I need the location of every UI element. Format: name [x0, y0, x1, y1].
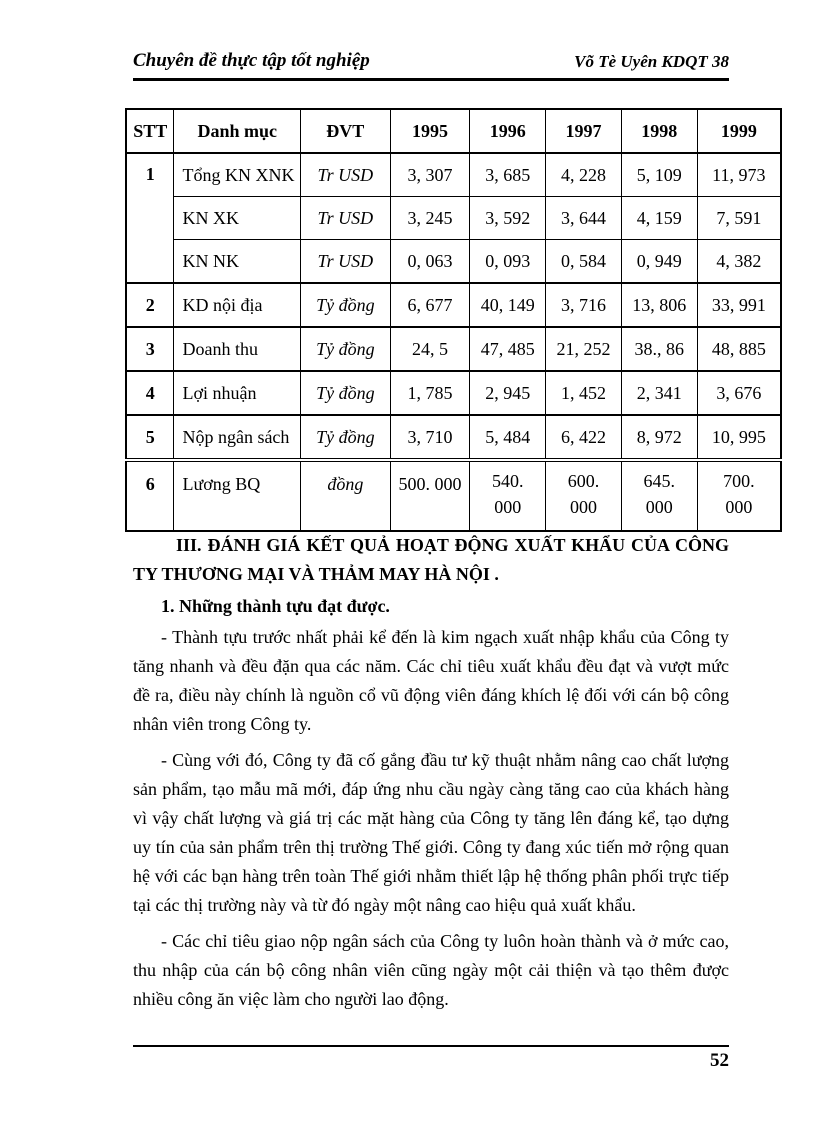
row-name: KN XK [174, 197, 301, 240]
footer-rule [133, 1045, 729, 1047]
row-name: Doanh thu [174, 327, 301, 371]
row-unit: Tr USD [300, 240, 390, 284]
table-row [126, 327, 781, 371]
table-cell: 700. 000 [697, 460, 781, 531]
table-cell: 6, 422 [546, 415, 622, 460]
row-name: Lợi nhuận [174, 371, 301, 415]
table-cell: 8, 972 [621, 415, 697, 460]
table-row [126, 153, 781, 197]
table-cell: 5, 484 [470, 415, 546, 460]
table-cell: 600. 000 [546, 460, 622, 531]
table-cell: 3, 716 [546, 283, 622, 327]
data-table [125, 108, 782, 532]
row-unit: Tr USD [300, 153, 390, 197]
table-cell: 10, 995 [697, 415, 781, 460]
row-unit: đồng [300, 460, 390, 531]
row-name: KD nội địa [174, 283, 301, 327]
column-header: ĐVT [300, 109, 390, 153]
table-cell: 0, 063 [390, 240, 470, 284]
table-cell: 33, 991 [697, 283, 781, 327]
row-unit: Tỷ đồng [300, 415, 390, 460]
table-cell: 21, 252 [546, 327, 622, 371]
paragraph: - Thành tựu trước nhất phải kể đến là kim ngạch xuất nhập khẩu của Công ty tăng nhanh và đều đặn qua các năm. Các chỉ tiêu xuất khẩu đều đạt và vượt mức đề ra, điều này chính là nguồn cổ vũ động viên đáng khích lệ đối với cán bộ công nhân viên trong Công ty. [133, 627, 729, 734]
row-stt: 4 [126, 371, 174, 415]
page-header [133, 50, 729, 80]
table-cell: 4, 228 [546, 153, 622, 197]
column-header: 1997 [546, 109, 622, 153]
row-unit: Tỷ đồng [300, 283, 390, 327]
table-cell: 645. 000 [621, 460, 697, 531]
table-cell: 4, 382 [697, 240, 781, 284]
table-row [126, 283, 781, 327]
row-name: Tổng KN XNK [174, 153, 301, 197]
header-author: Võ Tè Uyên KDQT 38 [574, 52, 729, 71]
table-cell: 3, 592 [470, 197, 546, 240]
table-cell: 1, 785 [390, 371, 470, 415]
row-stt: 1 [126, 153, 174, 283]
table-cell: 48, 885 [697, 327, 781, 371]
section-heading: III. ĐÁNH GIÁ KẾT QUẢ HOẠT ĐỘNG XUẤT KHẨU CỦA CÔNG TY THƯƠNG MẠI VÀ THẢM MAY HÀ NỘI . [133, 535, 729, 584]
table-cell: 11, 973 [697, 153, 781, 197]
table-cell: 4, 159 [621, 197, 697, 240]
table-cell: 540. 000 [470, 460, 546, 531]
table-cell: 5, 109 [621, 153, 697, 197]
row-unit: Tỷ đồng [300, 327, 390, 371]
table-cell: 500. 000 [390, 460, 470, 531]
row-unit: Tr USD [300, 197, 390, 240]
column-header: 1996 [470, 109, 546, 153]
table-row [126, 197, 781, 240]
row-stt: 3 [126, 327, 174, 371]
table-cell: 38., 86 [621, 327, 697, 371]
table-cell: 3, 685 [470, 153, 546, 197]
table-cell: 0, 949 [621, 240, 697, 284]
column-header: Danh mục [174, 109, 301, 153]
header-rule [133, 78, 729, 81]
paragraph: - Cùng với đó, Công ty đã cố gắng đầu tư kỹ thuật nhằm nâng cao chất lượng sản phẩm, tạo mẫu mã mới, đáp ứng nhu cầu ngày càng tăng cao của khách hàng vì vậy chất lượng và giá trị các mặt hàng của Công ty tăng lên đáng kể, tạo dựng uy tín của sản phẩm trên thị trường Thế giới. Công ty đang xúc tiến mở rộng quan hệ với các bạn hàng trên toàn Thế giới nhằm thiết lập hệ thống phân phối trực tiếp tại các thị trường này và từ đó ngày một nâng cao hiệu quả xuất khẩu. [133, 750, 729, 915]
section-heading-block [133, 531, 729, 589]
row-stt: 5 [126, 415, 174, 460]
table-row [126, 240, 781, 284]
table-cell: 3, 245 [390, 197, 470, 240]
row-stt: 2 [126, 283, 174, 327]
row-name: Nộp ngân sách [174, 415, 301, 460]
table-cell: 3, 676 [697, 371, 781, 415]
table-cell: 3, 644 [546, 197, 622, 240]
table-row [126, 415, 781, 460]
row-name: Lương BQ [174, 460, 301, 531]
table-cell: 6, 677 [390, 283, 470, 327]
page-number: 52 [710, 1050, 729, 1071]
table-cell: 7, 591 [697, 197, 781, 240]
row-name: KN NK [174, 240, 301, 284]
table-row [126, 371, 781, 415]
row-stt: 6 [126, 460, 174, 531]
table-cell: 2, 341 [621, 371, 697, 415]
table-cell: 13, 806 [621, 283, 697, 327]
column-header: 1995 [390, 109, 470, 153]
table-cell: 24, 5 [390, 327, 470, 371]
table-cell: 2, 945 [470, 371, 546, 415]
table-cell: 0, 584 [546, 240, 622, 284]
table-cell: 0, 093 [470, 240, 546, 284]
table-cell: 3, 307 [390, 153, 470, 197]
paragraph: - Các chỉ tiêu giao nộp ngân sách của Công ty luôn hoàn thành và ở mức cao, thu nhập của cán bộ công nhân viên cũng ngày một cải thiện và tạo thêm được nhiều công ăn việc làm cho người lao động. [133, 931, 729, 1009]
header-title: Chuyên đề thực tập tốt nghiệp [133, 50, 370, 71]
table-cell: 47, 485 [470, 327, 546, 371]
subheading-block [133, 592, 729, 621]
table-row [126, 460, 781, 531]
table-cell: 3, 710 [390, 415, 470, 460]
column-header: 1998 [621, 109, 697, 153]
column-header: STT [126, 109, 174, 153]
subheading: 1. Những thành tựu đạt được. [161, 596, 390, 616]
table-header-row [126, 109, 781, 153]
column-header: 1999 [697, 109, 781, 153]
table-cell: 40, 149 [470, 283, 546, 327]
table-cell: 1, 452 [546, 371, 622, 415]
body-text [133, 623, 729, 1014]
row-unit: Tỷ đồng [300, 371, 390, 415]
